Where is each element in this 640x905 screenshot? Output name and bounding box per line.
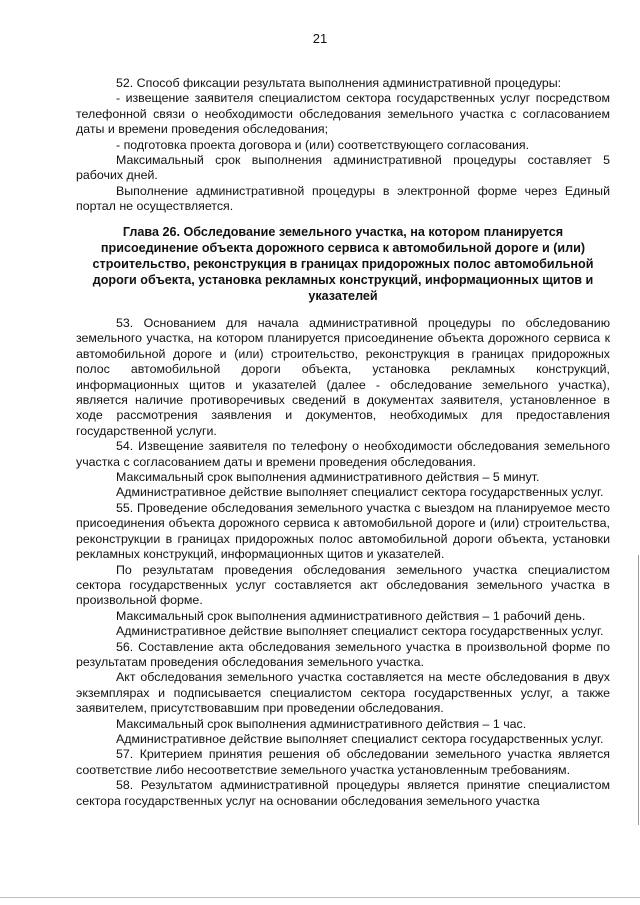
section-52-electronic: Выполнение административной процедуры в электронной форме через Единый портал не осуществляется. <box>76 183 610 214</box>
paragraph-54-term: Максимальный срок выполнения административного действия – 5 минут. <box>116 470 540 485</box>
scan-bottom-line <box>0 897 640 898</box>
paragraph-54: 54. Извещение заявителя по телефону о необходимости обследования земельного участка с согласованием даты и времени проведения обследования. <box>76 439 610 469</box>
paragraph-58: 58. Результатом административной процедуры является принятие специалистом сектора государственных услуг на основании обследования земельного участка <box>76 778 610 808</box>
paragraph-55: 55. Проведение обследования земельного участка с выездом на планируемое место присоединения объекта дорожного сервиса к автомобильной дороге и (или) строительства, реконструкции в границах придорожных полос автомобильной дороги объекта, установки рекламных конструкций, информационных щитов и указателей. <box>76 500 610 562</box>
section-52-heading: 52. Способ фиксации результата выполнения административной процедуры: <box>116 76 562 90</box>
paragraph-56: 56. Составление акта обследования земельного участка в произвольной форме по результатам проведения обследования земельного участка. <box>76 639 610 669</box>
paragraph-57: 57. Критерием принятия решения об обследовании земельного участка является соответствие либо несоответствие земельного участка установленным требованиям. <box>76 747 610 777</box>
paragraph-56-act: Акт обследования земельного участка составляется на месте обследования в двух экземплярах и подписывается специалистом сектора государственных услуг, а также заявителем, присутствовавшим при проведении обследования. <box>76 670 610 716</box>
paragraph-55-term: Максимальный срок выполнения административного действия – 1 рабочий день. <box>116 608 586 623</box>
paragraph-55-result: По результатам проведения обследования земельного участка специалистом сектора государственных услуг составляется акт обследования земельного участка в произвольной форме. <box>76 562 610 608</box>
section-52 <box>76 76 610 215</box>
paragraph-56-executor: Административное действие выполняет специалист сектора государственных услуг. <box>116 731 604 746</box>
paragraph-55-executor: Административное действие выполняет специалист сектора государственных услуг. <box>116 624 604 639</box>
chapter-body <box>76 316 610 809</box>
paragraph-53: 53. Основанием для начала административной процедуры по обследованию земельного участка, на котором планируется присоединение объекта дорожного сервиса к автомобильной дороге и (или) строительство, реконструкция в границах придорожных полос автомобильной дороги объекта, установка рекламных конструкций, информационных щитов и указателей (далее - обследование земельного участка), является наличие противоречивых сведений в документах заявителя, установленное в ходе рассмотрения заявления и документов, необходимых для предоставления государственной услуги. <box>76 316 610 438</box>
section-52-item-1: - извещение заявителя специалистом сектора государственных услуг посредством телефонной связи о необходимости обследования земельного участка с согласованием даты и времени проведения обследования; <box>76 91 610 137</box>
chapter-title: Глава 26. Обследование земельного участка, на котором планируется присоединение объекта дорожного сервиса к автомобильной дороге и (или) строительство, реконструкция в границах придорожных полос автомобильной дороги объекта, установка рекламных конструкций, информационных щитов и указателей <box>92 225 594 303</box>
paragraph-56-term: Максимальный срок выполнения административного действия – 1 час. <box>116 716 527 731</box>
paragraph-54-executor: Административное действие выполняет специалист сектора государственных услуг. <box>116 485 604 500</box>
section-52-max-term: Максимальный срок выполнения административной процедуры составляет 5 рабочих дней. <box>76 153 610 183</box>
page-number: 21 <box>312 31 328 46</box>
section-52-item-2: - подготовка проекта договора и (или) соответствующего согласования. <box>116 137 530 152</box>
scan-edge-line <box>638 555 639 825</box>
